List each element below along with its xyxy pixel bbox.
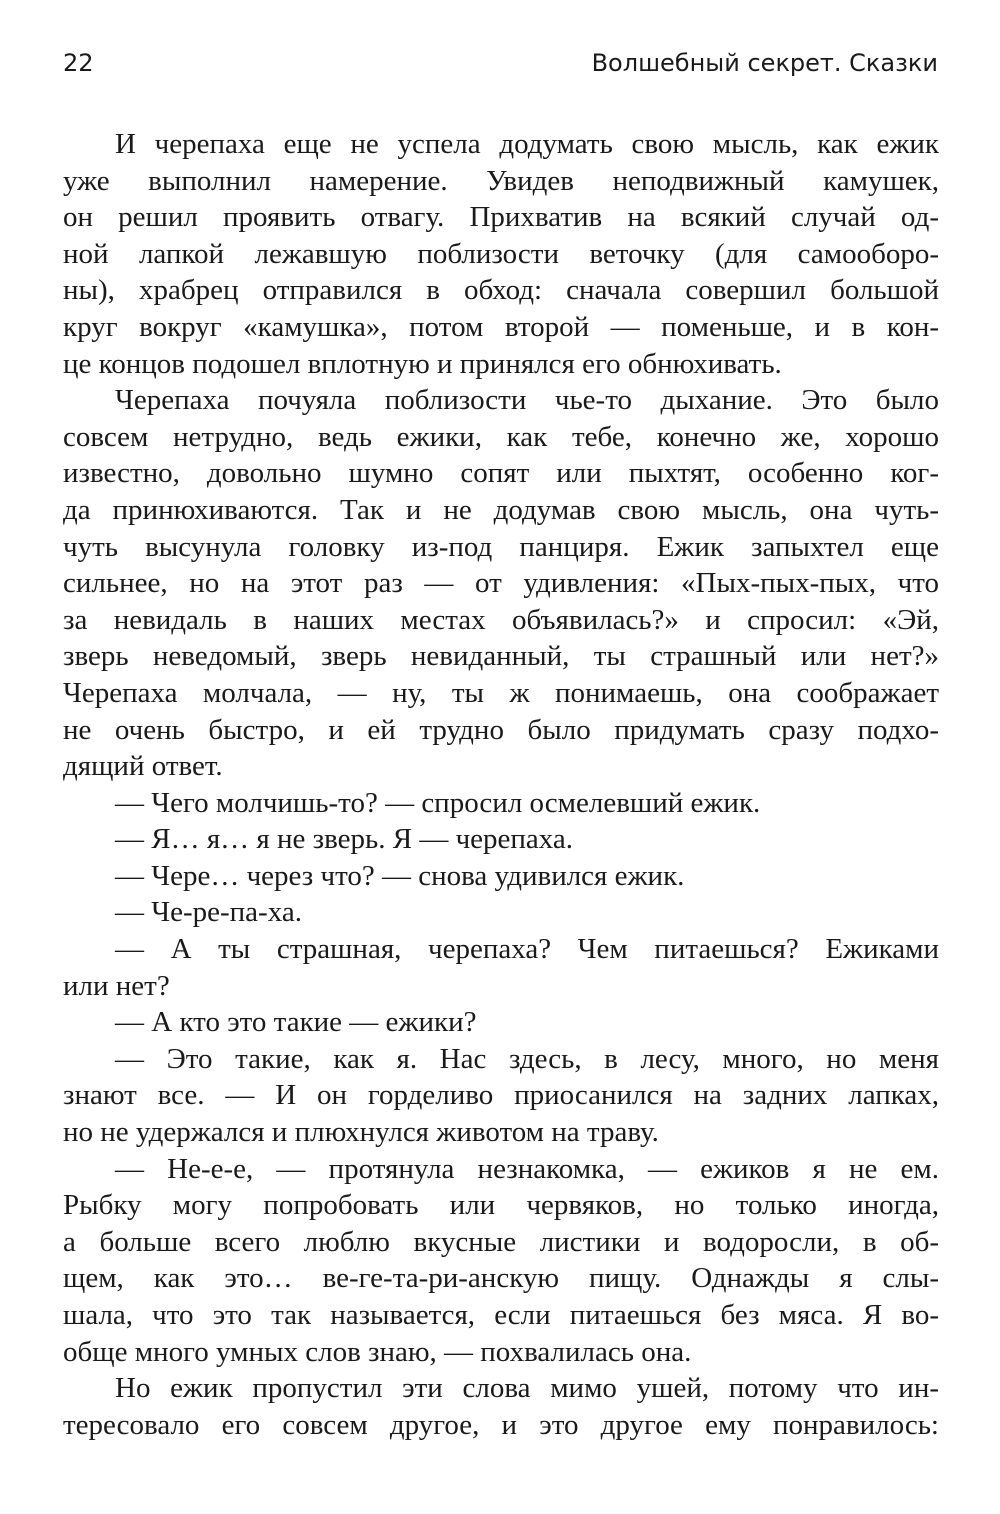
book-title: Волшебный секрет. Сказки <box>591 49 938 77</box>
text-line: це концов подошел вплотную и принялся его обнюхивать. <box>63 347 782 380</box>
text-line: Рыбку могу попробовать или червяков, но только иногда, <box>63 1189 939 1222</box>
text-line: Черепаха молчала, — ну, ты ж понимаешь, она соображает <box>63 676 939 709</box>
text-line: — Я… я… я не зверь. Я — черепаха. <box>115 823 574 856</box>
text-line: — Че-ре-па-ха. <box>115 896 302 929</box>
text-line: известно, довольно шумно сопят или пыхтят, особенно ког- <box>63 457 939 490</box>
text-line: дящий ответ. <box>63 750 223 783</box>
text-line: — Чего молчишь-то? — спросил осмелевший ежик. <box>115 786 761 819</box>
text-line: шала, что это так называется, если питаешься без мяса. Я во- <box>63 1299 939 1331</box>
text-line: — Чере… через что? — снова удивился ежик. <box>115 859 685 892</box>
text-line: но не удержался и плюхнулся животом на траву. <box>63 1116 659 1149</box>
text-line: он решил проявить отвагу. Прихватив на всякий случай од- <box>63 201 939 234</box>
text-line: тересовало его совсем другое, и это другое ему понравилось: <box>63 1408 939 1441</box>
text-line: — А кто это такие — ежики? <box>115 1006 477 1039</box>
text-line: зверь неведомый, зверь невиданный, ты страшный или нет?» <box>63 640 939 673</box>
running-head <box>63 46 938 80</box>
text-line: ны), храбрец отправился в обход: сначала совершил большой <box>63 274 939 307</box>
text-line: да принюхиваются. Так и не додумав свою мысль, она чуть- <box>63 493 939 526</box>
text-line: знают все. — И он горделиво приосанился на задних лапках, <box>63 1079 939 1112</box>
text-line: — А ты страшная, черепаха? Чем питаешься? Ежиками <box>115 933 939 966</box>
text-line: уже выполнил намерение. Увидев неподвижный камушек, <box>63 164 939 197</box>
text-line: щем, как это… ве-ге-та-ри-анскую пищу. Однажды я слы- <box>63 1262 939 1295</box>
text-line: ной лапкой лежавшую поблизости веточку (для самооборо- <box>63 237 939 270</box>
text-line: Черепаха почуяла поблизости чье-то дыхание. Это было <box>115 384 939 417</box>
text-line: обще много умных слов знаю, — похвалилась она. <box>63 1335 692 1368</box>
text-line: совсем нетрудно, ведь ежики, как тебе, конечно же, хорошо <box>63 420 939 453</box>
text-line: за невидаль в наших местах объявилась?» и спросил: «Эй, <box>63 603 939 636</box>
text-line: не очень быстро, и ей трудно было придумать сразу подхо- <box>63 713 939 746</box>
text-line: или нет? <box>63 969 170 1002</box>
text-line: — Не-е-е, — протянула незнакомка, — ежиков я не ем. <box>115 1152 939 1185</box>
text-line: — Это такие, как я. Нас здесь, в лесу, много, но меня <box>115 1042 939 1075</box>
page-number: 22 <box>63 49 94 77</box>
text-line: а больше всего люблю вкусные листики и водоросли, в об- <box>63 1225 939 1258</box>
text-line: Но ежик пропустил эти слова мимо ушей, потому что ин- <box>115 1372 939 1405</box>
text-line: круг вокруг «камушка», потом второй — поменьше, и в кон- <box>63 310 939 343</box>
text-line: сильнее, но на этот раз — от удивления: «Пых-пых-пых, что <box>63 567 939 600</box>
text-line: И черепаха еще не успела додумать свою мысль, как ежик <box>115 128 939 160</box>
text-line: чуть высунула головку из-под панциря. Ежик запыхтел еще <box>63 530 939 563</box>
text-body <box>63 126 939 1443</box>
